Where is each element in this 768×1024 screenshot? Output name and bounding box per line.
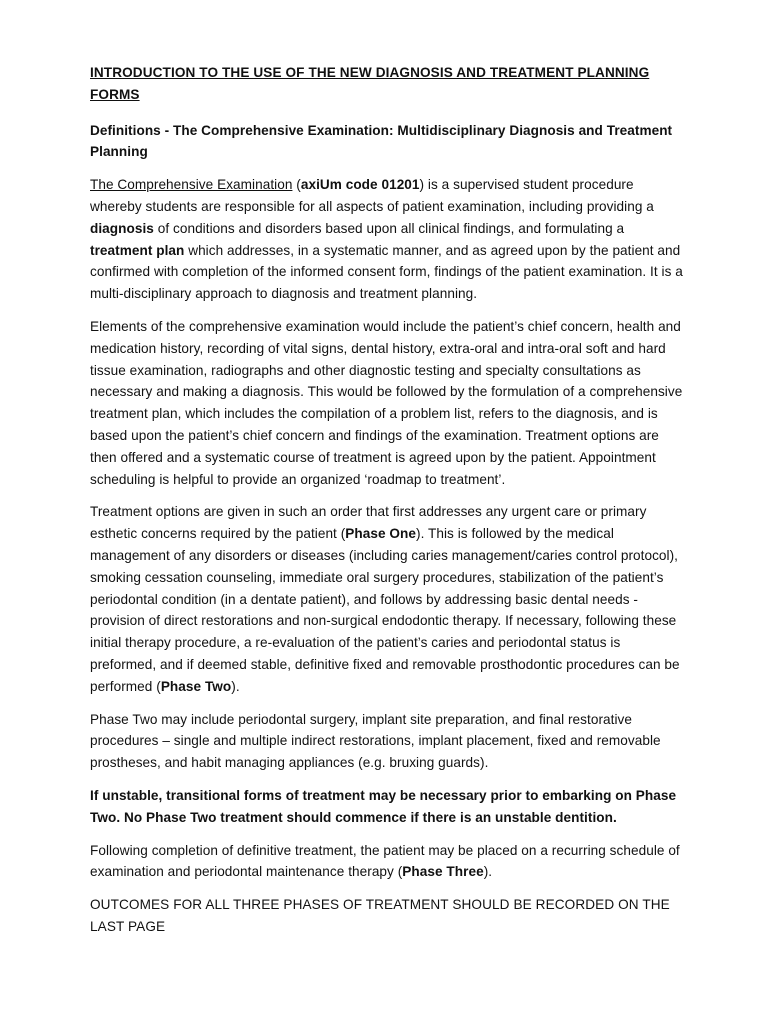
- text-span: ).: [483, 864, 493, 880]
- text-span: Treatment options are given in such an order that first addresses any urgent care or primary esthetic concerns required by the patient (: [90, 504, 647, 542]
- warning-text: If unstable, transitional forms of treatment may be necessary prior to embarking on Phase Two. No Phase Two treatment should commence if there is an unstable dentition.: [90, 787, 677, 825]
- text-span: ) is a supervised student procedure whereby students are responsible for all aspects of patient examination, including providing a: [90, 177, 654, 214]
- term-phase-three: Phase Three: [402, 864, 484, 880]
- text-span: of conditions and disorders based upon all clinical findings, and formulating a: [153, 220, 625, 236]
- term-treatment-plan: treatment plan: [90, 242, 185, 258]
- paragraph-treatment-options: [90, 501, 686, 697]
- text-span: which addresses, in a systematic manner, and as agreed upon by the patient and confirmed with completion of the informed consent form, findings of the patient examination. It is a multi-disciplinary approach to diagnosis and treatment planning.: [90, 242, 683, 302]
- definitions-heading: Definitions - The Comprehensive Examination: Multidisciplinary Diagnosis and Treatment Planning: [90, 122, 673, 160]
- text-span: (: [292, 177, 301, 193]
- text-span: Following completion of definitive treatment, the patient may be placed on a recurring schedule of examination and periodontal maintenance therapy (: [90, 842, 680, 880]
- text-span: ).: [231, 678, 240, 694]
- term-phase-two: Phase Two: [160, 678, 232, 694]
- term-phase-one: Phase One: [345, 526, 417, 542]
- paragraph-phase-three: [90, 840, 686, 884]
- text-span: ). This is followed by the medical management of any disorders or diseases (including caries management/caries control protocol), smoking cessation counseling, immediate oral surgery procedures, stabilization of the patient’s periodontal condition (in a dentate patient), and follows by addressing basic dental needs - provision of direct restorations and non-surgical endodontic therapy. If necessary, following these initial therapy procedure, a re-evaluation of the patient’s caries and periodontal status is preformed, and if deemed stable, definitive fixed and removable prosthodontic procedures can be performed (: [90, 526, 680, 694]
- term-diagnosis: diagnosis: [90, 220, 154, 236]
- axium-code: axiUm code 01201: [300, 177, 420, 193]
- term-comprehensive-examination: The Comprehensive Examination: [90, 177, 293, 193]
- paragraph-phase-two: Phase Two may include periodontal surgery, implant site preparation, and final restorative procedures – single and multiple indirect restorations, implant placement, fixed and removable prostheses, and habit managing appliances (e.g. bruxing guards).: [90, 711, 661, 771]
- document-page: [90, 62, 686, 949]
- paragraph-comprehensive-examination: [90, 174, 686, 305]
- paragraph-elements: Elements of the comprehensive examination would include the patient’s chief concern, health and medication history, recording of vital signs, dental history, extra-oral and intra-oral soft and hard tissue examination, radiographs and other diagnostic testing and specialty consultations as necessary and making a diagnosis. This would be followed by the formulation of a comprehensive treatment plan, which includes the compilation of a problem list, refers to the diagnosis, and is based upon the patient’s chief concern and findings of the examination. Treatment options are then offered and a systematic course of treatment is agreed upon by the patient. Appointment scheduling is helpful to provide an organized ‘roadmap to treatment’.: [90, 318, 683, 487]
- outcomes-note: OUTCOMES FOR ALL THREE PHASES OF TREATMENT SHOULD BE RECORDED ON THE LAST PAGE: [90, 897, 670, 934]
- document-title: INTRODUCTION TO THE USE OF THE NEW DIAGNOSIS AND TREATMENT PLANNING FORMS: [90, 65, 650, 102]
- paragraph-unstable-warning: [90, 785, 686, 829]
